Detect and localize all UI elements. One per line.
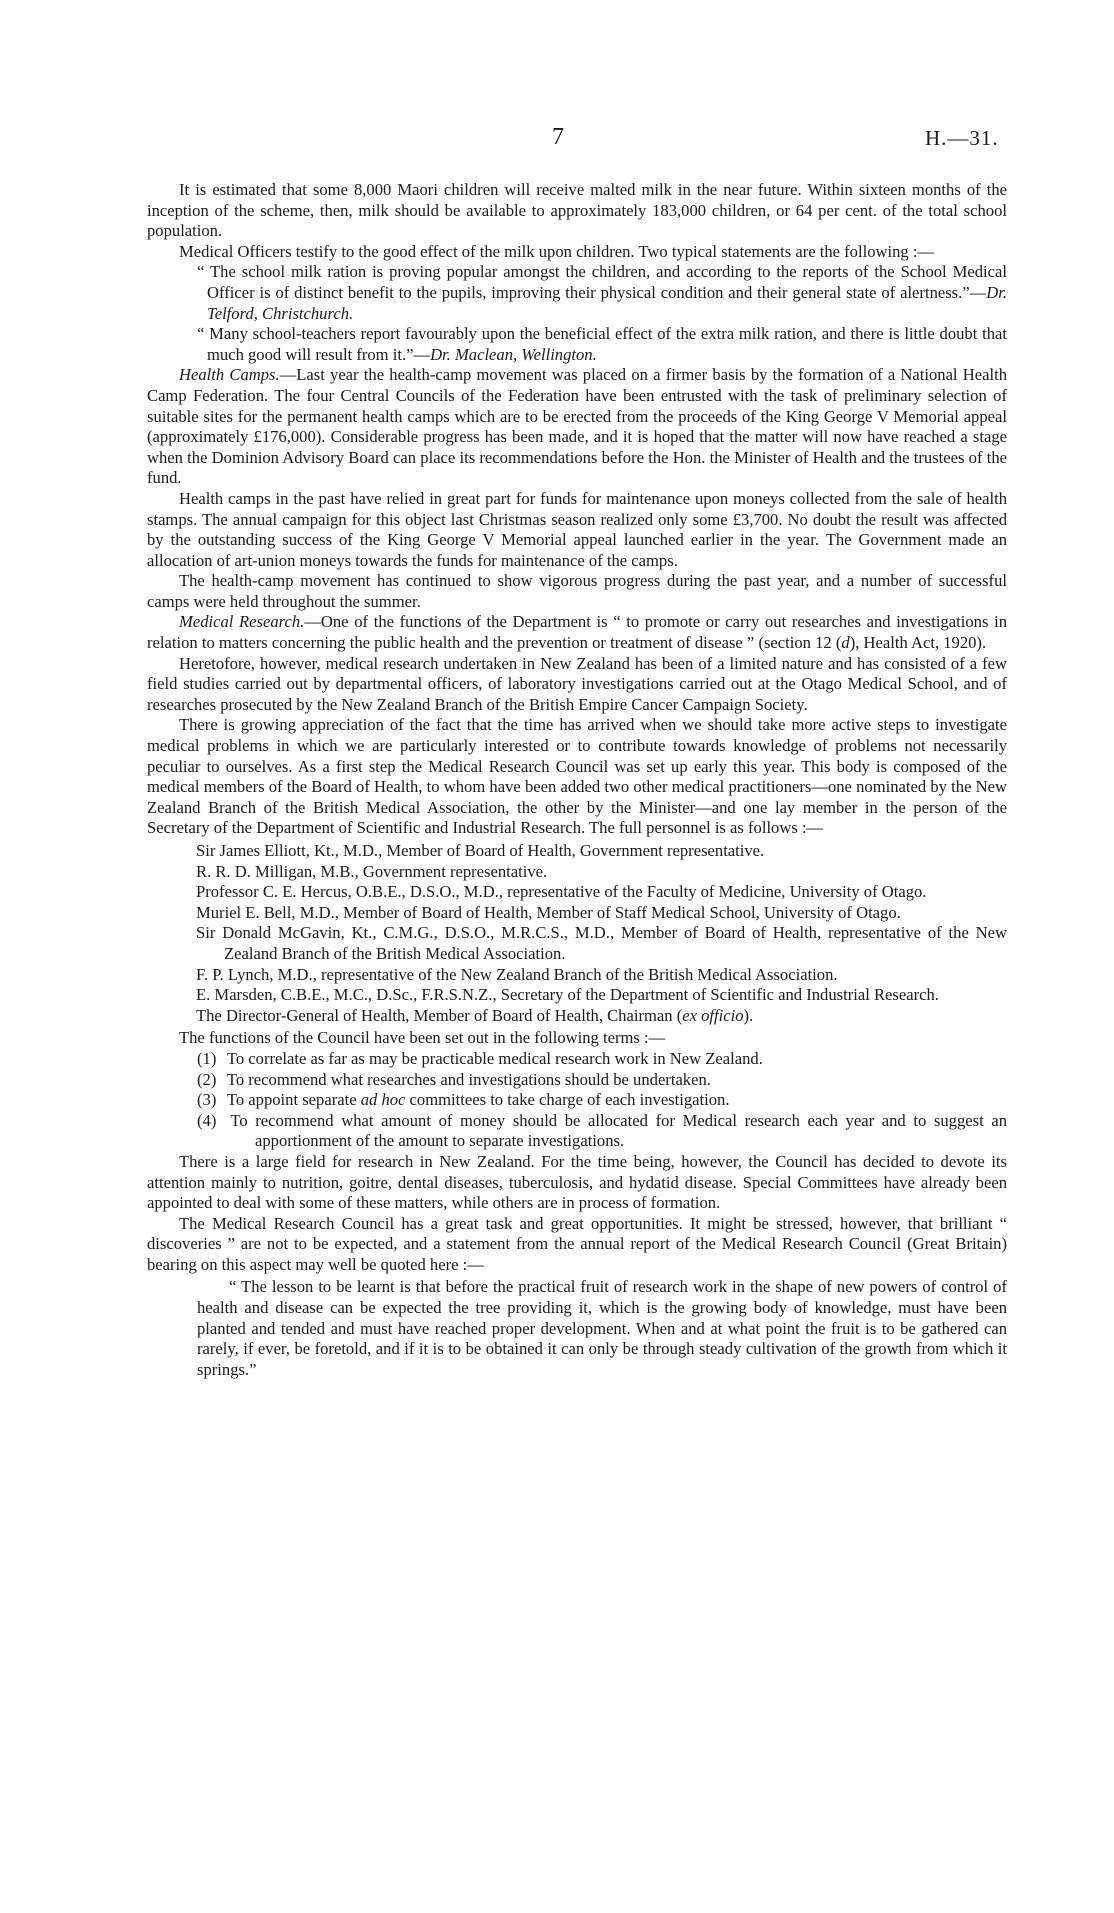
page-header: [0, 124, 1114, 154]
paragraph-great-task: The Medical Research Council has a great task and great opportunities. It might be stressed, however, that brilliant “ discoveries ” are not to be expected, and a statement from the annual report of the Medical Research Council (Great Britain) bearing on this aspect may well be quoted here :—: [147, 1213, 1007, 1274]
medical-research-section-letter: d: [841, 633, 850, 653]
quote-mrc-report: “ The lesson to be learnt is that before the practical fruit of research work in the shape of new powers of control of health and disease can be expected the tree providing it, which is the growing body of knowledge, must have been planted and tended and must have reached proper development. When and at what point the fruit is to be gathered can rarely, if ever, be foretold, and if it is to be obtained it can only be through steady cultivation of the growth from which it springs.”: [197, 1277, 1007, 1379]
quote-telford: [197, 262, 1007, 324]
personnel-item: Sir Donald McGavin, Kt., C.M.G., D.S.O., M.R.C.S., M.D., Member of Board of Health, representative of the New Zealand Branch of the British Medical Association.: [196, 923, 1007, 963]
personnel-item: Professor C. E. Hercus, O.B.E., D.S.O., M.D., representative of the Faculty of Medicine, University of Otago.: [196, 882, 927, 902]
health-camps-text: —Last year the health-camp movement was placed on a firmer basis by the formation of a National Health Camp Federation. The four Central Councils of the Federation have been entrusted with the task of preliminary selection of suitable sites for the permanent health camps which are to be erected from the proceeds of the King George V Memorial appeal (approximately £176,000). Considerable progress has been made, and it is hoped that the matter will now have reached a stage when the Dominion Advisory Board can place its recommendations before the Hon. the Minister of Health and the trustees of the fund.: [147, 365, 1007, 488]
paragraph-medical-research: [147, 612, 1007, 653]
chairman-text-a: The Director-General of Health, Member of Board of Health, Chairman (: [196, 1005, 683, 1025]
function-text-b: committees to take charge of each investigation.: [405, 1090, 730, 1110]
paragraph-medical-officers: Medical Officers testify to the good effect of the milk upon children. Two typical statements are the following :—: [179, 241, 935, 261]
document-reference: H.—31.: [925, 126, 999, 150]
quote-telford-signature: Dr. Telford, Christchurch.: [207, 282, 1007, 323]
function-item: [197, 1070, 1007, 1091]
paragraph-health-stamps: Health camps in the past have relied in great part for funds for maintenance upon moneys collected from the sale of health stamps. The annual campaign for this object last Christmas season realized only some £3,700. No doubt the result was affected by the outstanding success of the King George V Memorial appeal launched earlier in the year. The Government made an allocation of art-union moneys towards the funds for maintenance of the camps.: [147, 488, 1007, 570]
paragraph-heretofore: Heretofore, however, medical research undertaken in New Zealand has been of a limited nature and has consisted of a few field studies carried out by departmental officers, of laboratory investigations carried out at the Otago Medical School, and of researches prosecuted by the New Zealand Branch of the British Empire Cancer Campaign Society.: [147, 653, 1007, 714]
quote-maclean: [197, 324, 1007, 365]
function-item: [197, 1111, 1007, 1152]
paragraph-health-camp-progress: The health-camp movement has continued to show vigorous progress during the past year, and a number of successful camps were held throughout the summer.: [147, 571, 1007, 611]
heading-health-camps: Health Camps.: [179, 365, 280, 385]
quote-maclean-signature: Dr. Maclean, Wellington.: [430, 344, 597, 364]
medical-research-text-b: ), Health Act, 1920).: [849, 633, 987, 653]
function-number: (2): [197, 1069, 217, 1089]
function-item: [197, 1090, 1007, 1111]
paragraph-health-camps: [147, 365, 1007, 489]
function-number: (3): [197, 1090, 217, 1110]
paragraph-maori-milk: It is estimated that some 8,000 Maori children will receive malted milk in the near future. Within sixteen months of the inception of the scheme, then, milk should be available to approximately 183,000 children, or 64 per cent. of the total school population.: [147, 180, 1007, 241]
function-text-ad-hoc: ad hoc: [360, 1090, 406, 1110]
quote-maclean-text: “ Many school-teachers report favourably upon the beneficial effect of the extra milk ration, and there is little doubt that much good will result from it.”—: [197, 324, 1007, 364]
personnel-item: R. R. D. Milligan, M.B., Government representative.: [196, 861, 548, 881]
personnel-list: [196, 841, 1007, 1026]
paragraph-functions-intro: The functions of the Council have been set out in the following terms :—: [179, 1028, 666, 1048]
function-text: To recommend what researches and investigations should be undertaken.: [226, 1069, 711, 1089]
personnel-chairman: [196, 1006, 1007, 1027]
heading-medical-research: Medical Research.: [179, 612, 305, 632]
page-number: 7: [552, 124, 564, 150]
function-number: (4): [197, 1110, 217, 1130]
chairman-ex-officio: ex officio: [682, 1005, 744, 1025]
medical-research-text-a: —One of the functions of the Department is “ to promote or carry out researches and investigations in relation to matters concerning the public health and the prevention or treatment of disease ” (section 12 (: [147, 612, 1007, 653]
quote-telford-text: “ The school milk ration is proving popular amongst the children, and according to the reports of the School Medical Officer is of distinct benefit to the pupils, improving their physical condition and their general state of alertness.”—: [197, 262, 1007, 302]
chairman-text-b: ).: [743, 1005, 754, 1025]
personnel-item: Sir James Elliott, Kt., M.D., Member of Board of Health, Government representative.: [196, 841, 765, 860]
function-text: To recommend what amount of money should be allocated for Medical research each year and to suggest an apportionment of the amount to separate investigations.: [230, 1110, 1007, 1151]
function-text-a: To appoint separate: [226, 1090, 361, 1110]
paragraph-large-field: There is a large field for research in New Zealand. For the time being, however, the Council has decided to devote its attention mainly to nutrition, goitre, dental diseases, tuberculosis, and hydatid disease. Special Committees have already been appointed to deal with some of these matters, while others are in process of formation.: [147, 1151, 1007, 1213]
function-item: [197, 1049, 1007, 1070]
personnel-item: F. P. Lynch, M.D., representative of the New Zealand Branch of the British Medical Association.: [196, 964, 838, 984]
paragraph-growing-appreciation: There is growing appreciation of the fact that the time has arrived when we should take more active steps to investigate medical problems in which we are particularly interested or to contribute towards knowledge of problems not necessarily peculiar to ourselves. As a first step the Medical Research Council was set up early this year. This body is composed of the medical members of the Board of Health, to whom have been added two other medical practitioners—one nominated by the New Zealand Branch of the British Medical Association, the other by the Minister—and one lay member in the person of the Secretary of the Department of Scientific and Industrial Research. The full personnel is as follows :—: [147, 715, 1007, 838]
functions-list: [197, 1049, 1007, 1152]
personnel-item: E. Marsden, C.B.E., M.C., D.Sc., F.R.S.N.Z., Secretary of the Department of Scientific and Industrial Research.: [196, 985, 939, 1005]
function-number: (1): [197, 1048, 217, 1068]
page-body: [147, 180, 1007, 1380]
function-text: To correlate as far as may be practicable medical research work in New Zealand.: [226, 1048, 763, 1068]
personnel-item: Muriel E. Bell, M.D., Member of Board of Health, Member of Staff Medical School, University of Otago.: [196, 902, 901, 922]
